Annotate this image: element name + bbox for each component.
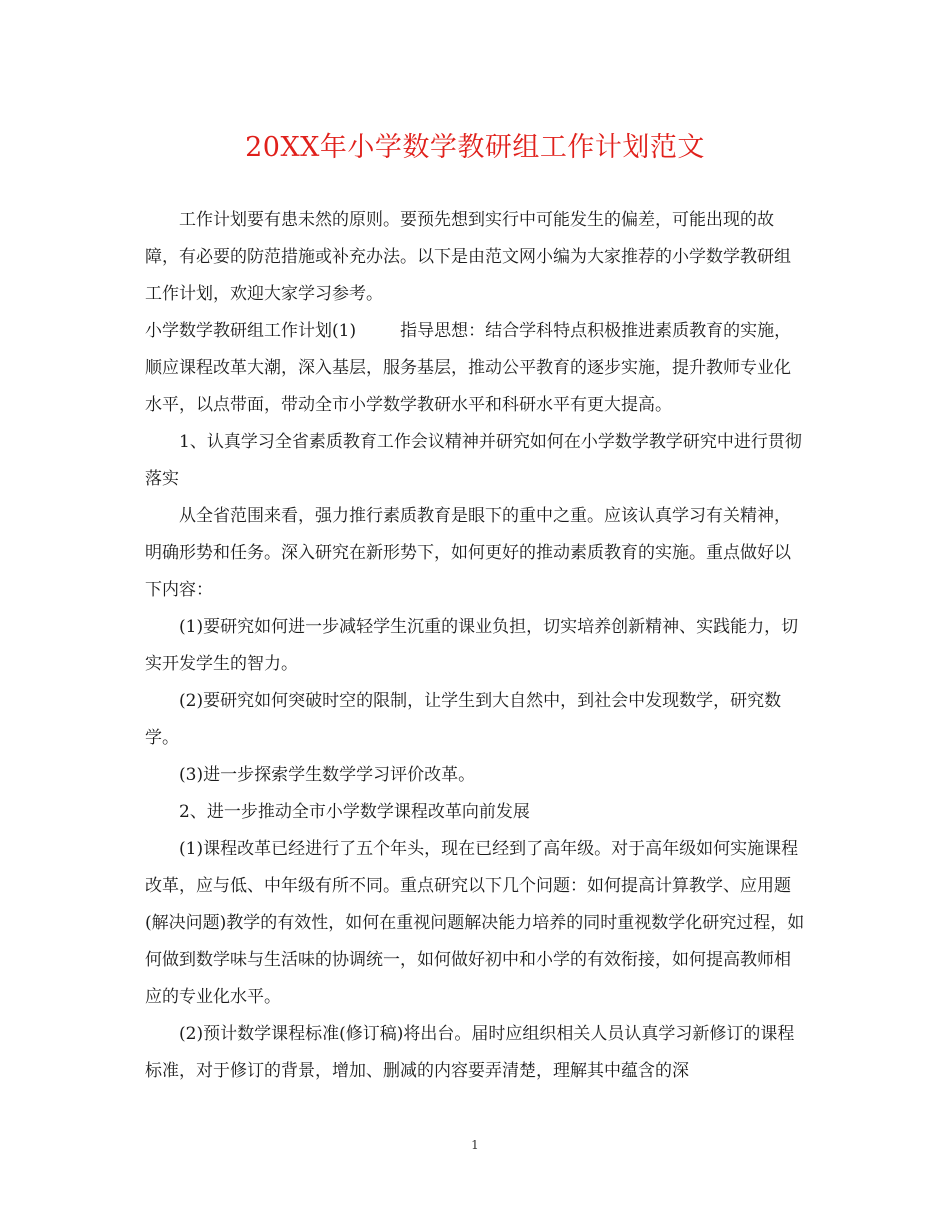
section-2-item-1: (1)课程改革已经进行了五个年头，现在已经到了高年级。对于高年级如何实施课程改革，应与低、中年级有所不同。重点研究以下几个问题：如何提高计算教学、应用题(解决问题)教学的有效性，如何在重视问题解决能力培养的同时重视数学化研究过程，如何做到数学味与生活味的协调统一，如何做好初中和小学的有效衔接，如何提高教师相应的专业化水平。 bbox=[145, 839, 805, 1007]
plan-heading-paragraph bbox=[145, 313, 805, 424]
intro-paragraph: 工作计划要有患未然的原则。要预先想到实行中可能发生的偏差，可能出现的故障，有必要的防范措施或补充办法。以下是由范文网小编为大家推荐的小学数学教研组工作计划，欢迎大家学习参考。 bbox=[145, 210, 791, 304]
section-1-item-2: (2)要研究如何突破时空的限制，让学生到大自然中，到社会中发现数学，研究数学。 bbox=[145, 691, 782, 748]
section-1-item-3: (3)进一步探索学生数学学习评价改革。 bbox=[179, 765, 476, 785]
section-1-heading: 1、认真学习全省素质教育工作会议精神并研究如何在小学数学教学研究中进行贯彻落实 bbox=[145, 432, 802, 489]
page-number: 1 bbox=[471, 1138, 479, 1152]
section-1-paragraph: 从全省范围来看，强力推行素质教育是眼下的重中之重。应该认真学习有关精神，明确形势和任务。深入研究在新形势下，如何更好的推动素质教育的实施。重点做好以下内容： bbox=[145, 506, 791, 600]
section-1-item-1: (1)要研究如何进一步减轻学生沉重的课业负担，切实培养创新精神、实践能力，切实开发学生的智力。 bbox=[145, 617, 799, 674]
guiding-ideology: 指导思想：结合学科特点积极推进素质教育的实施，顺应课程改革大潮，深入基层，服务基层，推动公平教育的逐步实施，提升教师专业化水平，以点带面，带动全市小学数学教研水平和科研水平有更大提高。 bbox=[145, 321, 792, 415]
document-body bbox=[145, 202, 805, 1090]
document-title: 20XX年小学数学教研组工作计划范文 bbox=[245, 132, 705, 163]
plan-label: 小学数学教研组工作计划(1) bbox=[145, 321, 357, 341]
section-2-heading: 2、进一步推动全市小学数学课程改革向前发展 bbox=[179, 802, 530, 822]
section-2-item-2: (2)预计数学课程标准(修订稿)将出台。届时应组织相关人员认真学习新修订的课程标准，对于修订的背景，增加、删减的内容要弄清楚，理解其中蕴含的深 bbox=[145, 1024, 795, 1081]
